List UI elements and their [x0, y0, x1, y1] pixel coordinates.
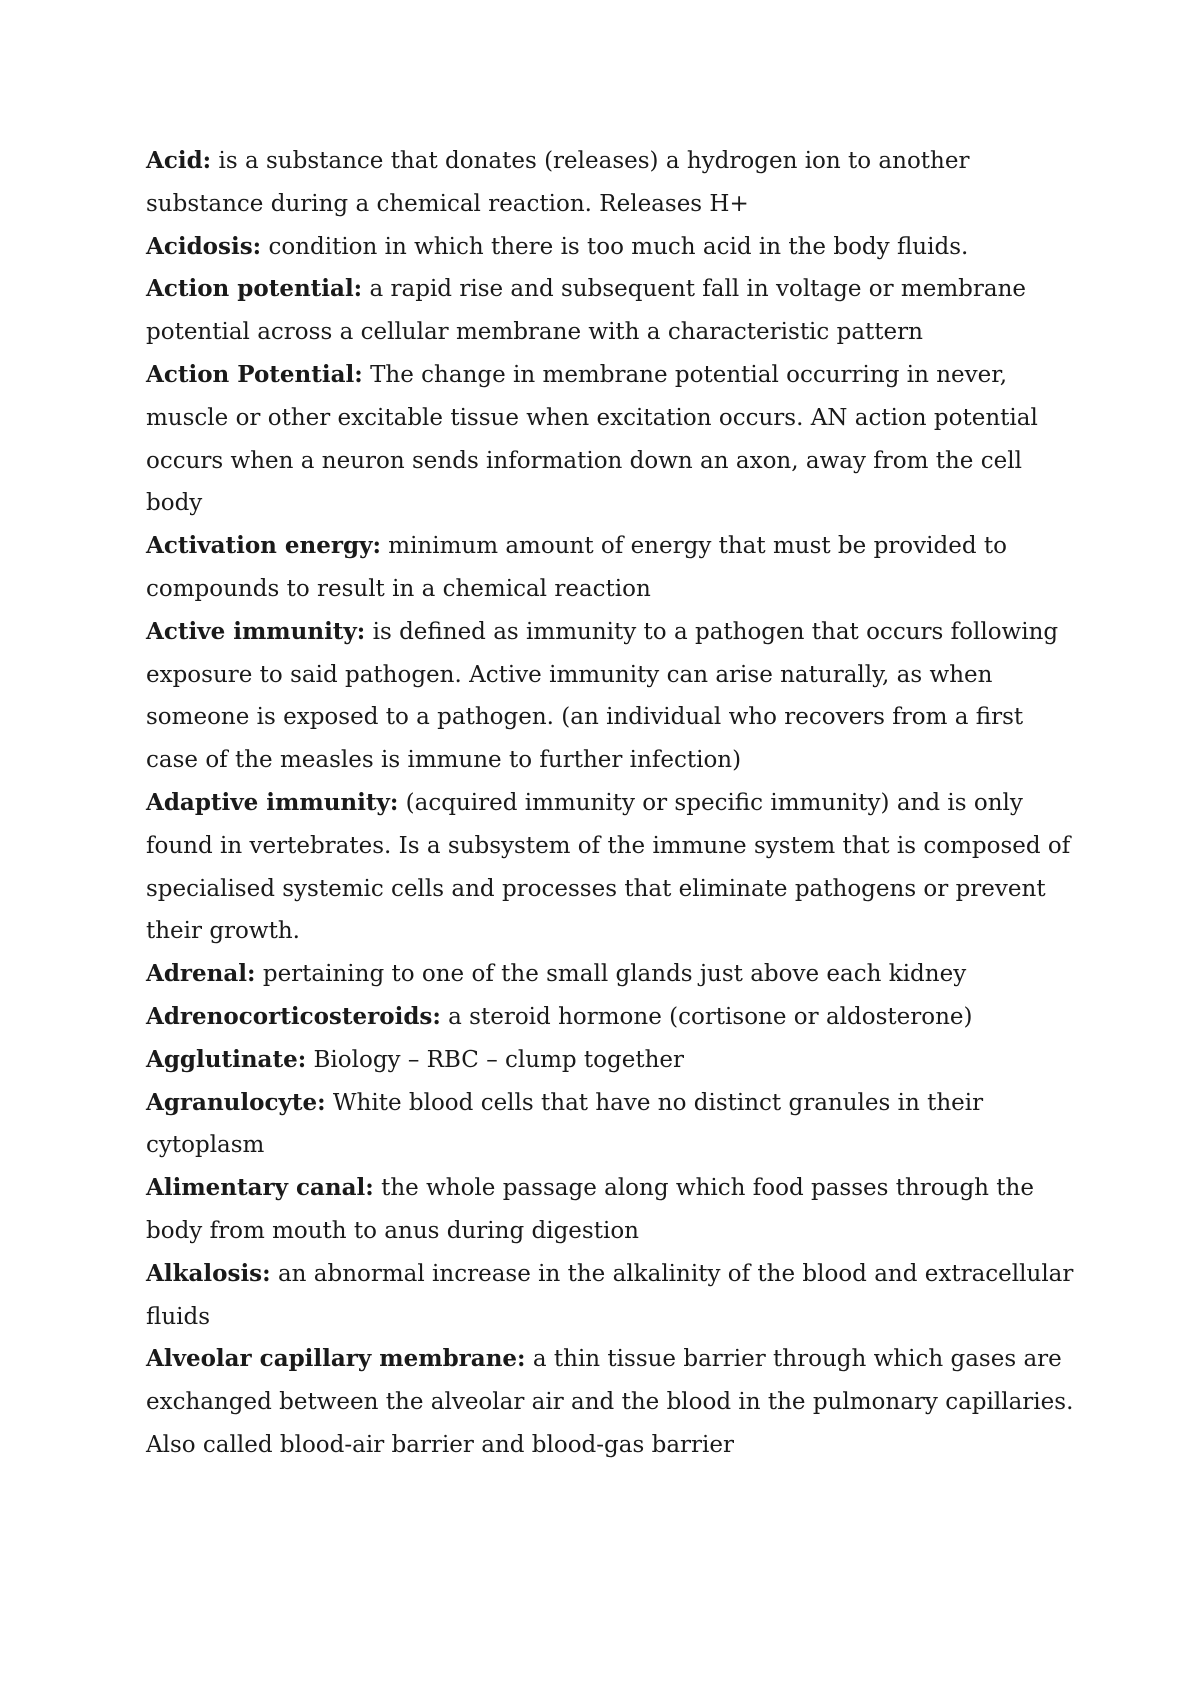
definition: the whole passage along which food passes through the body from mouth to anus during digestion: [146, 1175, 1034, 1244]
glossary-entry-acidosis: [146, 226, 1076, 269]
definition: White blood cells that have no distinct granules in their cytoplasm: [146, 1089, 984, 1159]
glossary-entry-activation-energy: [146, 525, 1076, 611]
glossary-entry-active-immunity: [146, 611, 1076, 782]
term: Acidosis:: [146, 232, 262, 260]
term: Alimentary canal:: [146, 1174, 374, 1202]
definition: condition in which there is too much acid in the body fluids.: [268, 233, 969, 260]
term: Adrenal:: [146, 960, 256, 988]
definition: minimum amount of energy that must be provided to compounds to result in a chemical reaction: [146, 533, 1007, 602]
term: Agglutinate:: [146, 1045, 307, 1073]
term: Action potential:: [146, 275, 363, 303]
definition: Biology – RBC – clump together: [313, 1046, 685, 1073]
definition: The change in membrane potential occurring in never, muscle or other excitable tissue when excitation occurs. AN action potential occurs when a neuron sends information down an axon, away from the cell body: [146, 361, 1038, 517]
glossary-entry-adrenocorticosteroids: [146, 996, 1076, 1039]
term: Alkalosis:: [146, 1259, 271, 1287]
definition: an abnormal increase in the alkalinity of the blood and extracellular fluids: [146, 1260, 1074, 1330]
glossary-entries: [146, 140, 1076, 1467]
definition: is a substance that donates (releases) a hydrogen ion to another substance during a chemical reaction. Releases H+: [146, 148, 970, 217]
glossary-entry-adrenal: [146, 953, 1076, 996]
term: Adrenocorticosteroids:: [146, 1002, 441, 1030]
term: Action Potential:: [146, 360, 363, 388]
glossary-entry-acid: [146, 140, 1076, 226]
definition: pertaining to one of the small glands just above each kidney: [262, 961, 967, 988]
glossary-entry-action-potential: [146, 268, 1076, 354]
glossary-entry-alkalosis: [146, 1253, 1076, 1339]
glossary-entry-action-potential-2: [146, 354, 1076, 525]
term: Alveolar capillary membrane:: [146, 1345, 526, 1373]
glossary-entry-agglutinate: [146, 1039, 1076, 1082]
term: Active immunity:: [146, 617, 366, 645]
glossary-entry-agranulocyte: [146, 1082, 1076, 1168]
definition: is defined as immunity to a pathogen that occurs following exposure to said pathogen. Active immunity can arise naturally, as when someone is exposed to a pathogen. (an individual who recovers from a first case of the measles is immune to further infection): [146, 618, 1059, 774]
definition: a steroid hormone (cortisone or aldosterone): [448, 1003, 973, 1030]
definition: a thin tissue barrier through which gases are exchanged between the alveolar air and the blood in the pulmonary capillaries. Also called blood-air barrier and blood-gas barrier: [146, 1346, 1074, 1458]
glossary-entry-adaptive-immunity: [146, 782, 1076, 953]
term: Acid:: [146, 147, 212, 174]
glossary-entry-alveolar-capillary-membrane: [146, 1338, 1076, 1466]
definition: a rapid rise and subsequent fall in voltage or membrane potential across a cellular membrane with a characteristic pattern: [146, 276, 1027, 346]
glossary-entry-alimentary-canal: [146, 1167, 1076, 1253]
term: Agranulocyte:: [146, 1088, 326, 1116]
term: Adaptive immunity:: [146, 788, 399, 816]
definition: (acquired immunity or specific immunity) and is only found in vertebrates. Is a subsystem of the immune system that is composed of specialised systemic cells and processes that eliminate pathogens or prevent their growth.: [146, 789, 1071, 945]
term: Activation energy:: [146, 532, 381, 560]
